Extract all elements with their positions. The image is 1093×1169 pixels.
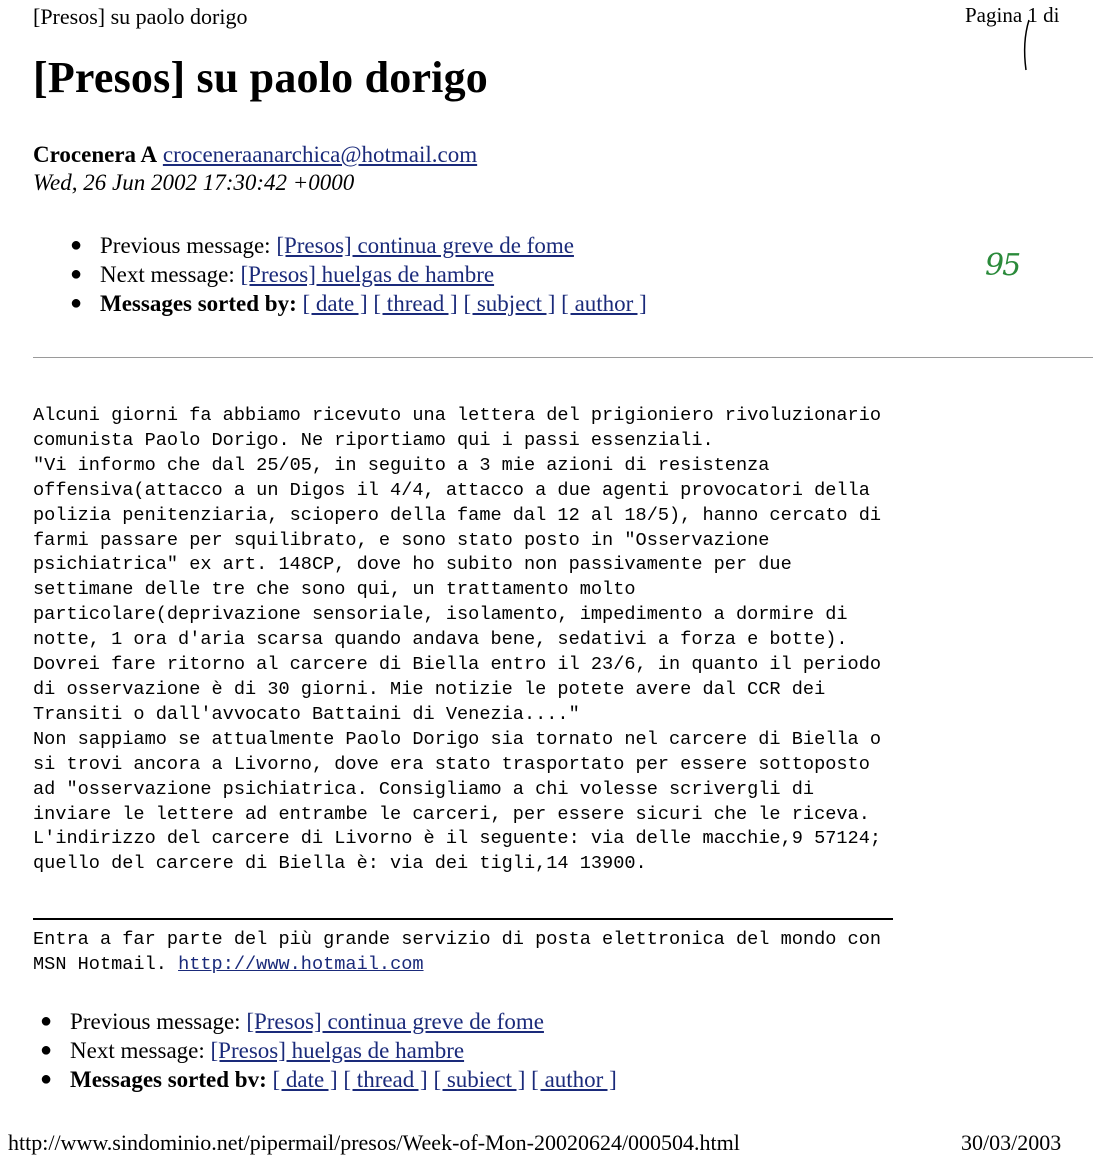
body-line: settimane delle tre che sono qui, un trattamento molto <box>33 579 636 601</box>
author-email-link[interactable]: croceneraanarchica@hotmail.com <box>162 142 478 167</box>
post-date: Wed, 26 Jun 2002 17:30:42 +0000 <box>33 170 355 195</box>
previous-message-item <box>70 231 647 260</box>
body-line: "Vi informo che dal 25/05, in seguito a 3 mie azioni di resistenza <box>33 454 770 476</box>
body-line: comunista Paolo Dorigo. Ne riportiamo qui i passi essenziali. <box>33 429 714 451</box>
bullet-icon: ● <box>70 263 83 285</box>
sort-by-subject-link[interactable]: [ subiect ] <box>433 1067 526 1092</box>
body-line: Non sappiamo se attualmente Paolo Dorigo sia tornato nel carcere di Biella o <box>33 728 882 750</box>
sorted-by-label: Messages sorted by: <box>100 291 297 316</box>
print-header-title: [Presos] su paolo dorigo <box>33 4 248 29</box>
body-line: polizia penitenziaria, sciopero della fame dal 12 al 18/5), hanno cercato di <box>33 504 882 526</box>
sort-options-item <box>40 1065 617 1094</box>
bullet-icon: ● <box>70 234 83 256</box>
body-line: offensiva(attacco a un Digos il 4/4, attacco a due agenti provocatori della <box>33 479 870 501</box>
print-footer-date: 30/03/2003 <box>961 1130 1062 1155</box>
handwritten-page-number: 95 <box>985 248 1020 283</box>
previous-message-link[interactable]: [Presos] continua greve de fome <box>276 233 574 258</box>
bullet-icon: ● <box>40 1039 53 1061</box>
sort-by-subject-link[interactable]: [ subject ] <box>463 291 556 316</box>
author-name: Crocenera A <box>33 142 158 167</box>
body-line: psichiatrica" ex art. 148CP, dove ho subito non passivamente per due <box>33 554 792 576</box>
next-message-link[interactable]: [Presos] huelgas de hambre <box>240 262 495 287</box>
sort-by-date-link[interactable]: [ date ] <box>302 291 368 316</box>
sort-by-author-link[interactable]: [ author ] <box>561 291 647 316</box>
author-block <box>33 141 477 197</box>
hotmail-footer <box>33 927 881 977</box>
body-line: ad "osservazione psichiatrica. Consigliamo a chi volesse scrivergli di <box>33 778 815 800</box>
message-nav-top <box>70 231 647 318</box>
body-line: notte, 1 ora d'aria scarsa quando andava bene, sedativi a forza e botte). <box>33 629 848 651</box>
message-body <box>33 404 881 877</box>
sorted-by-label: Messages sorted bv: <box>70 1067 267 1092</box>
handwritten-pen-mark <box>1015 18 1035 73</box>
body-line: Alcuni giorni fa abbiamo ricevuto una lettera del prigioniero rivoluzionario <box>33 405 882 426</box>
body-line: Transiti o dall'avvocato Battaini di Venezia...." <box>33 703 580 725</box>
body-line: L'indirizzo del carcere di Livorno è il seguente: via delle macchie,9 57124; <box>33 828 882 850</box>
previous-message-item <box>40 1007 617 1036</box>
header-divider <box>33 357 1093 358</box>
next-message-label: Next message: <box>100 262 235 287</box>
sort-by-thread-link[interactable]: [ thread ] <box>373 291 458 316</box>
bullet-icon: ● <box>40 1068 53 1090</box>
footer-line: Entra a far parte del più grande servizio di posta elettronica del mondo con <box>33 929 882 950</box>
body-line: Dovrei fare ritorno al carcere di Biella entro il 23/6, in quanto il periodo <box>33 654 882 676</box>
next-message-item <box>40 1036 617 1065</box>
message-nav-bottom <box>40 1007 617 1094</box>
body-line: particolare(deprivazione sensoriale, isolamento, impedimento a dormire di <box>33 604 848 626</box>
next-message-link[interactable]: [Presos] huelgas de hambre <box>210 1038 465 1063</box>
next-message-label: Next message: <box>70 1038 205 1063</box>
body-line: quello del carcere di Biella è: via dei tigli,14 13900. <box>33 853 647 875</box>
sort-by-author-link[interactable]: [ author ] <box>531 1067 617 1092</box>
print-footer-url: http://www.sindominio.net/pipermail/presos/Week-of-Mon-20020624/000504.html <box>8 1130 740 1155</box>
body-line: si trovi ancora a Livorno, dove era stato trasportato per essere sottoposto <box>33 753 870 775</box>
signature-separator <box>33 918 893 920</box>
previous-message-label: Previous message: <box>100 233 271 258</box>
next-message-item <box>70 260 647 289</box>
previous-message-link[interactable]: [Presos] continua greve de fome <box>246 1009 544 1034</box>
print-header-page-number: Pagina 1 di <box>965 3 1060 27</box>
sort-by-thread-link[interactable]: [ thread ] <box>343 1067 428 1092</box>
bullet-icon: ● <box>40 1010 53 1032</box>
previous-message-label: Previous message: <box>70 1009 241 1034</box>
bullet-icon: ● <box>70 292 83 314</box>
body-line: inviare le lettere ad entrambe le carceri, per essere sicuri che le riceva. <box>33 803 870 825</box>
body-line: di osservazione è di 30 giorni. Mie notizie le potete avere dal CCR dei <box>33 678 826 700</box>
sort-by-date-link[interactable]: [ date ] <box>272 1067 338 1092</box>
footer-line-prefix: MSN Hotmail. <box>33 954 179 975</box>
sort-options-item <box>70 289 647 318</box>
hotmail-link[interactable]: http://www.hotmail.com <box>178 954 424 975</box>
page-title: [Presos] su paolo dorigo <box>33 53 489 102</box>
body-line: farmi passare per squilibrato, e sono stato posto in "Osservazione <box>33 529 770 551</box>
